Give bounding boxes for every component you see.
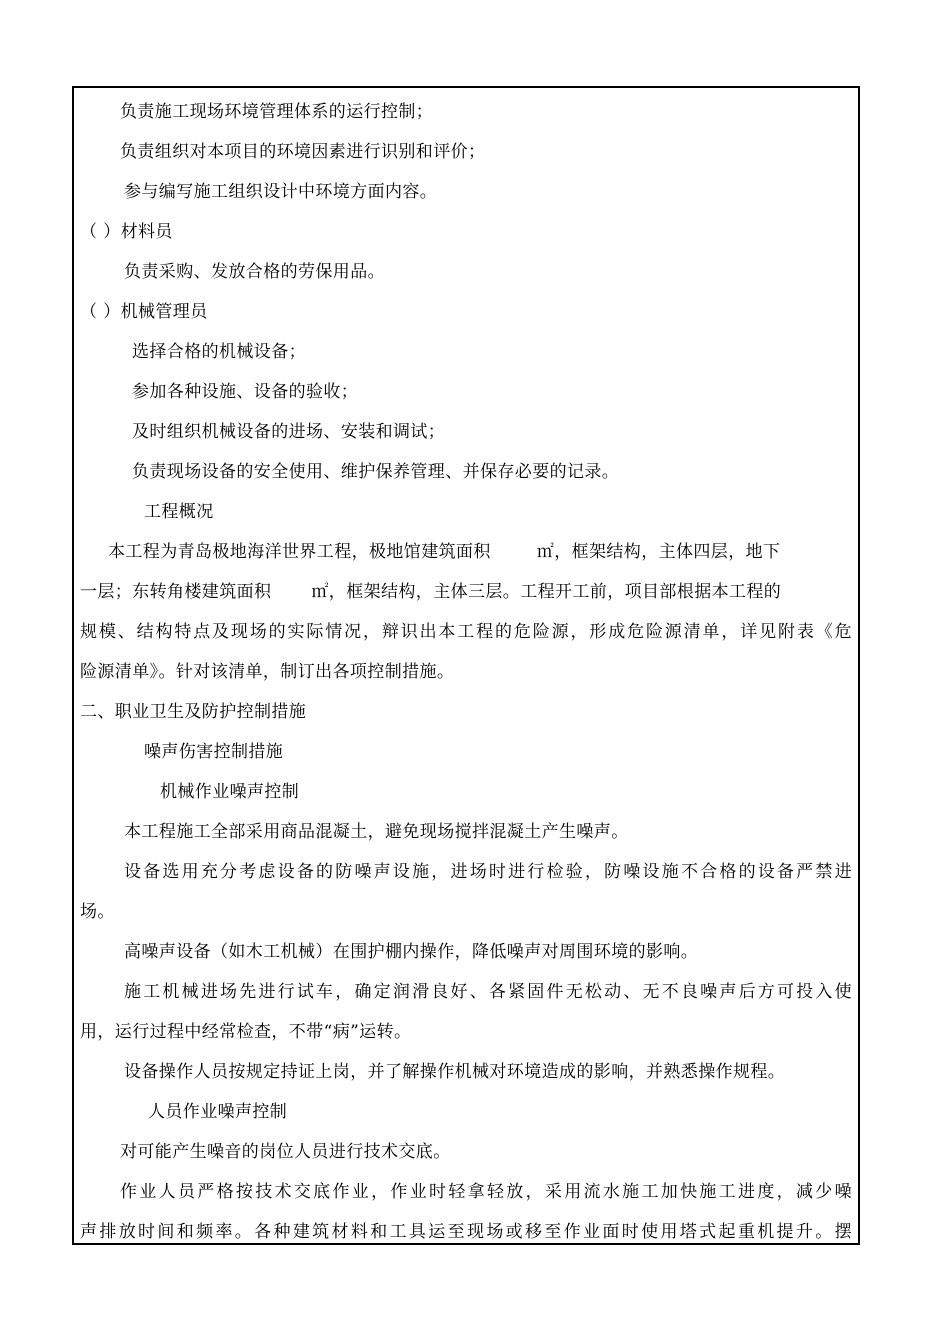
para-line: 用，运行过程中经常检查，不带“病”运转。 [80,1022,412,1042]
section-heading: 二、职业卫生及防护控制措施 [80,702,307,722]
para-line: 本工程施工全部采用商品混凝土，避免现场搅拌混凝土产生噪声。 [124,822,629,842]
para-line [80,532,852,572]
para-line: 设备选用充分考虑设备的防噪声设施，进场时进行检验，防噪设施不合格的设备严禁进 [124,862,852,882]
para-line: 负责施工现场环境管理体系的运行控制； [120,102,434,122]
para-line: 高噪声设备（如木工机械）在围护棚内操作，降低噪声对周围环境的影响。 [124,942,699,962]
para-line: 参加各种设施、设备的验收； [132,382,359,402]
para-line [80,572,852,612]
section-heading: （ ）机械管理员 [80,302,208,322]
para-line: 设备操作人员按规定持证上岗，并了解操作机械对环境造成的影响，并熟悉操作规程。 [124,1062,786,1082]
document-body [80,92,852,1252]
para-line: 负责现场设备的安全使用、维护保养管理、并保存必要的记录。 [132,462,620,482]
text-segment: ㎡，框架结构，主体四层，地下 [536,542,781,562]
para-line: 场。 [80,902,115,922]
text-segment: 本工程为青岛极地海洋世界工程，极地馆建筑面积 [108,542,491,562]
para-line: 负责采购、发放合格的劳保用品。 [124,262,385,282]
para-line: 参与编写施工组织设计中环境方面内容。 [124,182,438,202]
section-heading: 噪声伤害控制措施 [144,742,284,762]
para-line: 对可能产生噪音的岗位人员进行技术交底。 [120,1142,451,1162]
section-heading: 工程概况 [144,502,214,522]
para-line: 施工机械进场先进行试车，确定润滑良好、各紧固件无松动、无不良噪声后方可投入使 [124,982,852,1002]
para-line: 险源清单》。针对该清单，制订出各项控制措施。 [80,662,455,682]
para-line: 规模、结构特点及现场的实际情况，辩识出本工程的危险源，形成危险源清单，详见附表《危 [80,622,852,642]
subsection-heading: 机械作业噪声控制 [160,782,300,802]
text-segment: 一层；东转角楼建筑面积 [80,582,272,602]
para-line: 选择合格的机械设备； [132,342,306,362]
para-line: 声排放时间和频率。各种建筑材料和工具运至现场或移至作业面时使用塔式起重机提升。摆 [80,1222,852,1242]
para-line: 及时组织机械设备的进场、安装和调试； [132,422,446,442]
section-heading: （ ）材料员 [80,222,173,242]
subsection-heading: 人员作业噪声控制 [148,1102,288,1122]
para-line: 负责组织对本项目的环境因素进行识别和评价； [120,142,486,162]
para-line: 作业人员严格按技术交底作业，作业时轻拿轻放，采用流水施工加快施工进度，减少噪 [120,1182,852,1202]
text-segment: ㎡，框架结构，主体三层。工程开工前，项目部根据本工程的 [311,582,782,602]
